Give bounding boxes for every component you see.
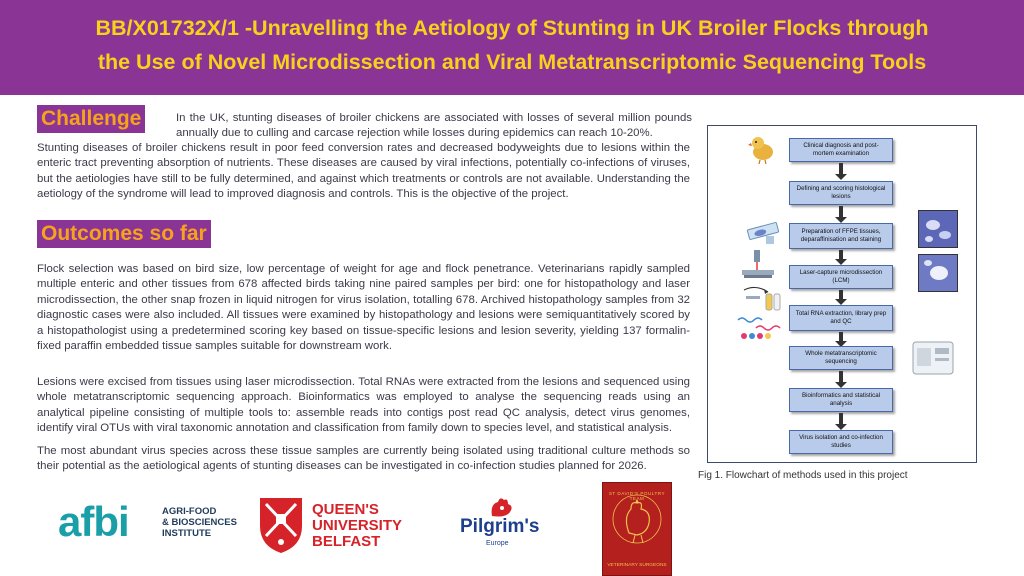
challenge-body: Stunting diseases of broiler chickens result in poor feed conversion rates and decreased bodyweights due to lesions within the enteric tract preventing absorption of nutrients. These diseases are caused by viral infections, potentially co-infections of viruses, but the aetiologies have still to be fully determined, and against which treatments or controls are not available. Understanding the aetiology of the syndrome will lead to improved diagnosis and controls. This is the objective of the project. [37,142,690,201]
flow-step: Bioinformatics and statistical analysis [789,388,893,412]
afbi-logo [58,496,248,552]
rna-molecules-icon [736,314,784,344]
outcomes-paragraph-2: Lesions were excised from tissues using laser microdissection. Total RNAs were extracted from the lesions and sequenced using whole metatranscriptomic sequencing approach. Bioinformatics was employed to analyse the sequencing reads using an analytical pipeline consisting of multiple tools to: assemble reads into contigs post read QC analysis, detect virus genomes, identify viral OTUs with viral taxonomic annotation and classification from family down to species level, and statistical analysis. [37,376,690,435]
qub-logo [258,496,428,560]
flow-step: Defining and scoring histological lesions [789,181,893,205]
challenge-heading: Challenge [37,105,145,133]
microscope-slide-icon [746,220,782,246]
histology-image [918,210,958,248]
flow-arrow [839,371,843,383]
st-davids-logo [602,482,672,576]
flow-step: Laser-capture microdissection (LCM) [789,265,893,289]
title-banner [0,0,1024,95]
sample-tubes-icon [738,286,782,312]
chick-icon [748,134,776,164]
flow-arrow [839,250,843,260]
flow-step: Whole metatranscriptomic sequencing [789,346,893,370]
figure-caption: Fig 1. Flowchart of methods used in this project [698,470,908,481]
afbi-wordmark: afbi [58,498,129,545]
challenge-intro: In the UK, stunting diseases of broiler chickens are associated with losses of several million pounds annually due to culling and carcase rejection while losses during epidemics can reach 10-20%. [176,112,692,140]
flow-step: Total RNA extraction, library prep and QC [789,305,893,331]
qub-wordmark: QUEEN'S UNIVERSITY BELFAST [312,501,403,550]
flow-arrow [839,413,843,425]
rooster-icon [486,496,516,518]
flow-step: Preparation of FFPE tissues, deparaffinisation and staining [789,223,893,249]
lcm-image [918,254,958,292]
flow-arrow [839,206,843,218]
flow-step: Virus isolation and co-infection studies [789,430,893,454]
pilgrims-logo [456,496,548,556]
sequencer-icon [911,338,957,378]
outcomes-heading: Outcomes so far [37,220,211,248]
outcomes-paragraph-3: The most abundant virus species across these tissue samples are currently being isolated using traditional culture methods so their potential as the aetiological agents of stunting diseases can be investigated in co-infection studies planned for 2026. [37,445,690,473]
pilgrims-subtitle: Europe [486,540,509,547]
pilgrims-wordmark: Pilgrim's [460,516,540,537]
st-davids-subtitle: VETERINARY SURGEONS [607,563,667,568]
qub-crest-icon [258,496,304,554]
outcomes-paragraph-1: Flock selection was based on bird size, low percentage of weight for age and flock penetrance. Veterinarians rapidly sampled multiple enteric and other tissues from 678 affected birds taking nine paired samples per bird: one for histopathology and laser microdissection, the other snap frozen in liquid nitrogen for virus isolation, totalling 678. Archived histopathology samples from 32 diagnostic cases were also included. All tissues were examined by histopathology and lesions were semiquantitatively scored by a histopathologist using a predetermined scoring key based on tissue-specific lesions and lesion severity, yielding 137 formalin-fixed paraffin embedded tissue samples suitable for downstream work. [37,263,690,353]
afbi-tagline: AGRI-FOOD & BIOSCIENCES INSTITUTE [162,506,237,539]
flow-arrow [839,290,843,300]
st-davids-arc-text: ST DAVID'S POULTRY TEAM [608,491,666,501]
flow-arrow [839,332,843,342]
flow-step: Clinical diagnosis and post-mortem examination [789,138,893,162]
laser-device-icon [740,250,776,280]
methods-flowchart [707,125,977,463]
title-line-1: BB/X01732X/1 -Unravelling the Aetiology of Stunting in UK Broiler Flocks through [95,16,929,40]
flow-arrow [839,163,843,175]
title-line-2: the Use of Novel Microdissection and Viral Metatranscriptomic Sequencing Tools [97,50,927,74]
